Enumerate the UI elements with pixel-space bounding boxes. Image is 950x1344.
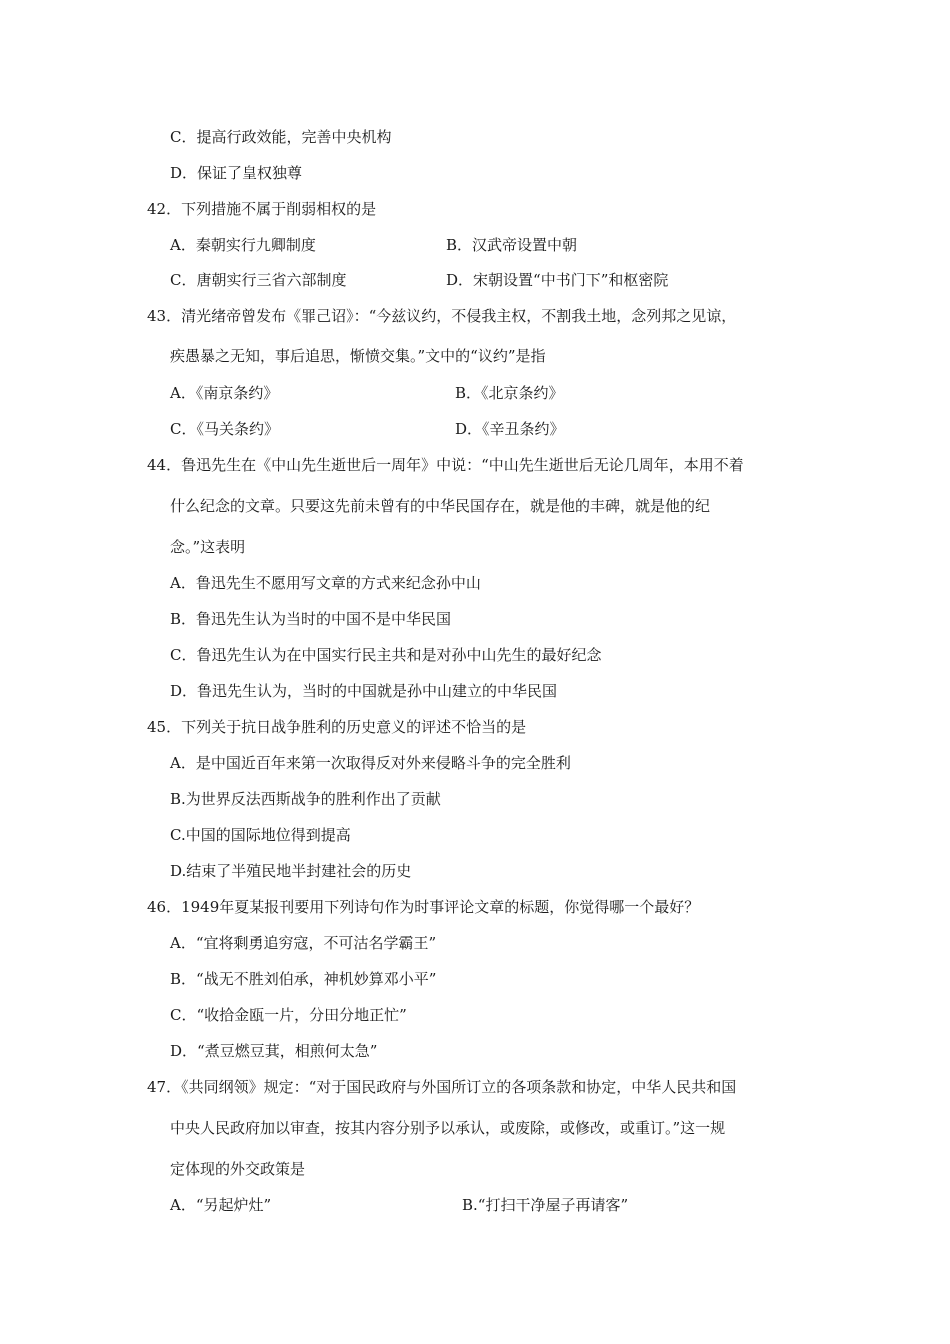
q47-stem-line2: 中央人民政府加以审查，按其内容分别予以承认，或废除，或修改，或重订。”这一规	[170, 1119, 726, 1137]
q41-option-c: C．提高行政效能，完善中央机构	[170, 128, 392, 146]
q47-option-b: B.“打扫干净屋子再请客”	[462, 1196, 629, 1214]
q42-option-d: D．宋朝设置“中书门下”和枢密院	[446, 271, 669, 289]
q47-option-a: A．“另起炉灶”	[170, 1196, 272, 1214]
q45-option-d: D.结束了半殖民地半封建社会的历史	[170, 862, 412, 880]
q43-option-c: C．《马关条约》	[170, 420, 279, 438]
q44-option-c: C．鲁迅先生认为在中国实行民主共和是对孙中山先生的最好纪念	[170, 646, 602, 664]
q44-stem-line3: 念。”这表明	[170, 538, 246, 556]
q46-option-c: C．“收拾金瓯一片，分田分地正忙”	[170, 1006, 407, 1024]
q47-stem-line1: 47．《共同纲领》规定：“对于国民政府与外国所订立的各项条款和协定，中华人民共和国	[147, 1078, 737, 1096]
q42-option-a: A．秦朝实行九卿制度	[170, 236, 316, 254]
q46-option-d: D．“煮豆燃豆萁，相煎何太急”	[170, 1042, 378, 1060]
q43-option-a: A．《南京条约》	[170, 384, 279, 402]
q45-stem: 45．下列关于抗日战争胜利的历史意义的评述不恰当的是	[147, 718, 527, 736]
q44-stem-line2: 什么纪念的文章。只要这先前未曾有的中华民国存在，就是他的丰碑，就是他的纪	[170, 497, 711, 515]
q45-option-b: B.为世界反法西斯战争的胜利作出了贡献	[170, 790, 441, 808]
q42-stem: 42．下列措施不属于削弱相权的是	[147, 200, 377, 218]
q46-option-b: B．“战无不胜刘伯承，神机妙算邓小平”	[170, 970, 437, 988]
q47-stem-line3: 定体现的外交政策是	[170, 1160, 306, 1178]
q46-stem: 46．1949年夏某报刊要用下列诗句作为时事评论文章的标题，你觉得哪一个最好？	[147, 898, 700, 916]
q46-option-a: A．“宜将剩勇追穷寇，不可沽名学霸王”	[170, 934, 437, 952]
q44-option-d: D．鲁迅先生认为，当时的中国就是孙中山建立的中华民国	[170, 682, 558, 700]
q42-option-b: B．汉武帝设置中朝	[446, 236, 578, 254]
q44-stem-line1: 44．鲁迅先生在《中山先生逝世后一周年》中说：“中山先生逝世后无论几周年，本用不着	[147, 456, 744, 474]
q41-option-d: D．保证了皇权独尊	[170, 164, 303, 182]
q45-option-c: C.中国的国际地位得到提高	[170, 826, 351, 844]
q43-option-b: B．《北京条约》	[455, 384, 564, 402]
q43-stem-line2: 疾愚暴之无知，事后追思，惭愤交集。”文中的“议约”是指	[170, 347, 546, 365]
q45-option-a: A．是中国近百年来第一次取得反对外来侵略斗争的完全胜利	[170, 754, 571, 772]
q43-option-d: D．《辛丑条约》	[455, 420, 565, 438]
q42-option-c: C．唐朝实行三省六部制度	[170, 271, 347, 289]
q44-option-a: A．鲁迅先生不愿用写文章的方式来纪念孙中山	[170, 574, 481, 592]
q43-stem-line1: 43．清光绪帝曾发布《罪己诏》：“今兹议约，不侵我主权，不割我土地，念列邦之见谅，	[147, 307, 737, 325]
q44-option-b: B．鲁迅先生认为当时的中国不是中华民国	[170, 610, 452, 628]
